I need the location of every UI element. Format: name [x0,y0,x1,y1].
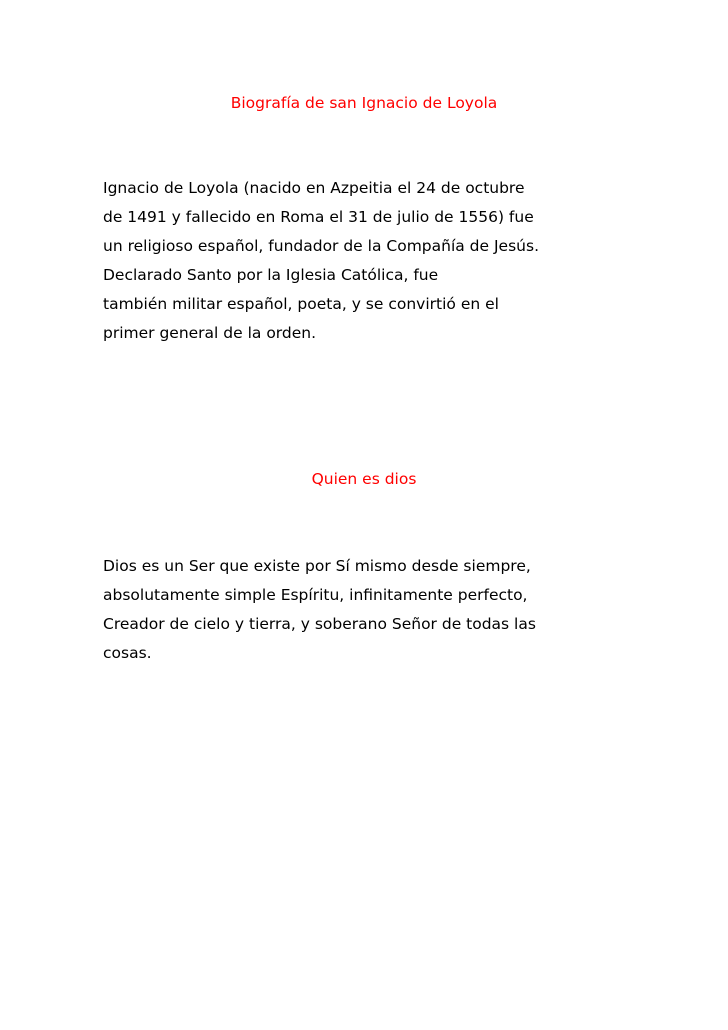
text-line: primer general de la orden. [103,324,317,342]
text-line: también militar español, poeta, y se convirtió en el [103,295,499,313]
text-line: de 1491 y fallecido en Roma el 31 de julio de 1556) fue [103,208,534,226]
paragraph-biografia [103,174,663,348]
section-heading-biografia: Biografía de san Ignacio de Loyola [230,94,498,112]
paragraph-quien-es-dios [103,552,663,668]
section-heading-quien-es-dios: Quien es dios [311,470,417,488]
text-line: Declarado Santo por la Iglesia Católica, fue [103,266,439,284]
text-line: Dios es un Ser que existe por Sí mismo desde siempre, [103,557,531,575]
text-line: un religioso español, fundador de la Compañía de Jesús. [103,237,539,255]
text-line: Creador de cielo y tierra, y soberano Señor de todas las [103,615,536,633]
text-line: absolutamente simple Espíritu, infinitamente perfecto, [103,586,528,604]
text-line: Ignacio de Loyola (nacido en Azpeitia el 24 de octubre [103,179,525,197]
text-line: cosas. [103,644,152,662]
